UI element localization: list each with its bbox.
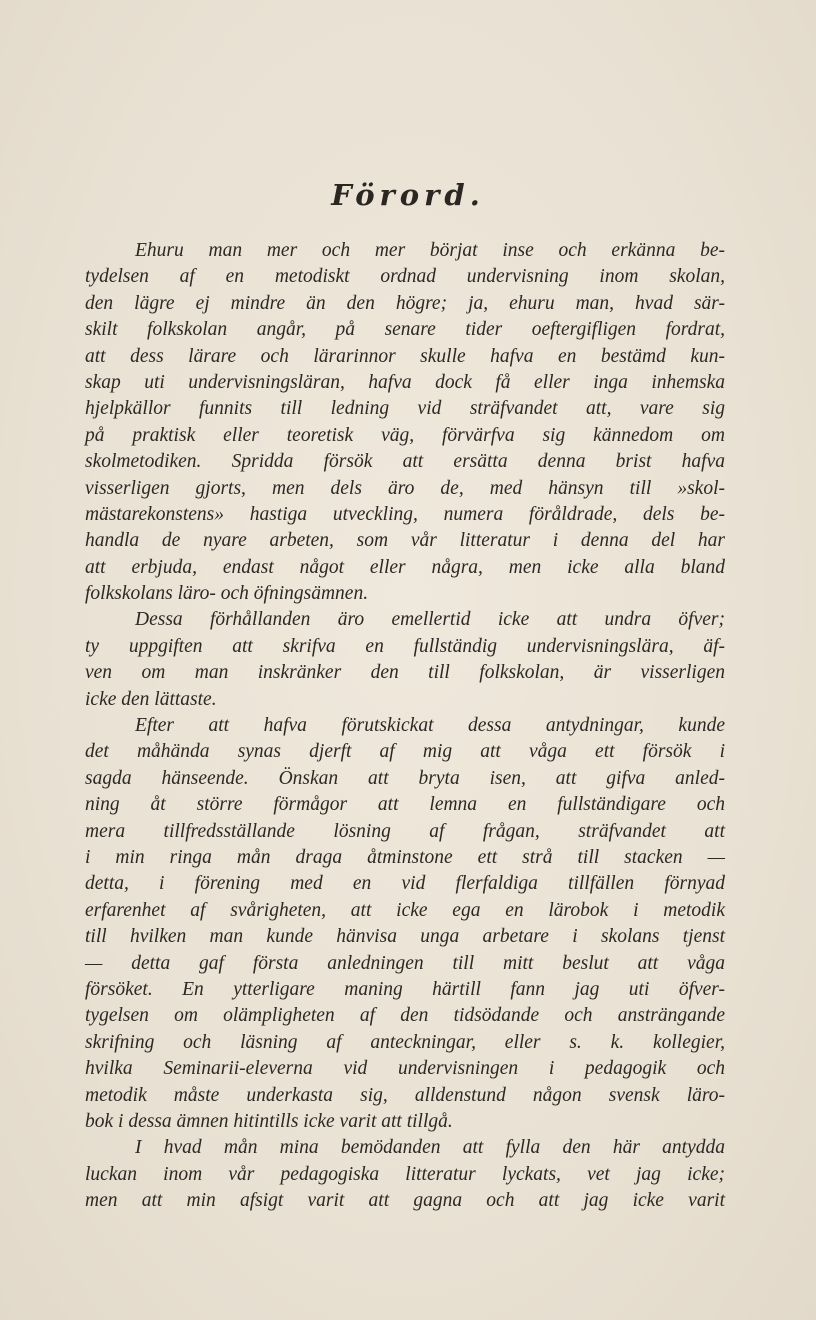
text-line: till hvilken man kunde hänvisa unga arbetare i skolans tjenst: [85, 926, 725, 948]
text-line: — detta gaf första anledningen till mitt beslut att våga: [85, 952, 725, 974]
text-line: tydelsen af en metodiskt ordnad undervisning inom skolan,: [85, 266, 725, 288]
text-line: metodik måste underkasta sig, alldenstund någon svensk läro-: [85, 1084, 725, 1106]
text-line: mera tillfredsställande lösning af frågan, sträfvandet att: [85, 820, 725, 842]
text-line: ning åt större förmågor att lemna en fullständigare och: [85, 794, 725, 816]
text-line: folkskolans läro- och öfningsämnen.: [85, 583, 369, 605]
page-title: Förord.: [331, 178, 485, 212]
text-line: skap uti undervisningsläran, hafva dock få eller inga inhemska: [85, 371, 725, 393]
text-line: att dess lärare och lärarinnor skulle hafva en bestämd kun-: [85, 345, 725, 367]
text-line: ty uppgiften att skrifva en fullständig undervisningslära, äf-: [85, 635, 725, 657]
text-line: skilt folkskolan angår, på senare tider oeftergifligen fordrat,: [85, 319, 725, 341]
text-line: hvilka Seminarii-eleverna vid undervisningen i pedagogik och: [85, 1058, 725, 1080]
text-line: Efter att hafva förutskickat dessa antydningar, kunde: [135, 715, 725, 737]
text-line: Dessa förhållanden äro emellertid icke att undra öfver;: [135, 609, 725, 631]
text-line: försöket. En ytterligare maning härtill fann jag uti öfver-: [85, 978, 725, 1000]
text-line: detta, i förening med en vid flerfaldiga tillfällen förnyad: [85, 873, 725, 895]
text-line: icke den lättaste.: [85, 688, 217, 710]
text-line: bok i dessa ämnen hitintills icke varit att tillgå.: [85, 1110, 453, 1132]
text-line: skrifning och läsning af anteckningar, eller s. k. kollegier,: [85, 1031, 725, 1053]
text-line: hjelpkällor funnits till ledning vid sträfvandet att, vare sig: [85, 398, 725, 420]
text-line: skolmetodiken. Spridda försök att ersätta denna brist hafva: [85, 451, 725, 473]
text-line: sagda hänseende. Önskan att bryta isen, att gifva anled-: [85, 767, 725, 789]
text-line: ven om man inskränker den till folkskolan, är visserligen: [85, 662, 725, 684]
text-line: luckan inom vår pedagogiska litteratur lyckats, vet jag icke;: [85, 1163, 725, 1185]
text-line: men att min afsigt varit att gagna och att jag icke varit: [85, 1190, 725, 1212]
text-line: tygelsen om olämpligheten af den tidsödande och ansträngande: [85, 1005, 725, 1027]
text-line: den lägre ej mindre än den högre; ja, ehuru man, hvad sär-: [85, 292, 725, 314]
text-line: i min ringa mån draga åtminstone ett strå till stacken —: [85, 846, 725, 868]
text-line: det måhända synas djerft af mig att våga ett försök i: [85, 741, 725, 763]
text-line: mästarekonstens» hastiga utveckling, numera föråldrade, dels be-: [85, 503, 725, 525]
text-line: att erbjuda, endast något eller några, men icke alla bland: [85, 556, 725, 578]
text-line: Ehuru man mer och mer börjat inse och erkänna be-: [135, 240, 725, 261]
text-line: I hvad mån mina bemödanden att fylla den här antydda: [135, 1137, 725, 1159]
text-line: erfarenhet af svårigheten, att icke ega en lärobok i metodik: [85, 899, 725, 921]
text-line: visserligen gjorts, men dels äro de, med hänsyn till »skol-: [85, 477, 725, 499]
body-text: [85, 238, 725, 1214]
text-line: på praktisk eller teoretisk väg, förvärfva sig kännedom om: [85, 424, 725, 446]
text-line: handla de nyare arbeten, som vår litteratur i denna del har: [85, 530, 725, 552]
